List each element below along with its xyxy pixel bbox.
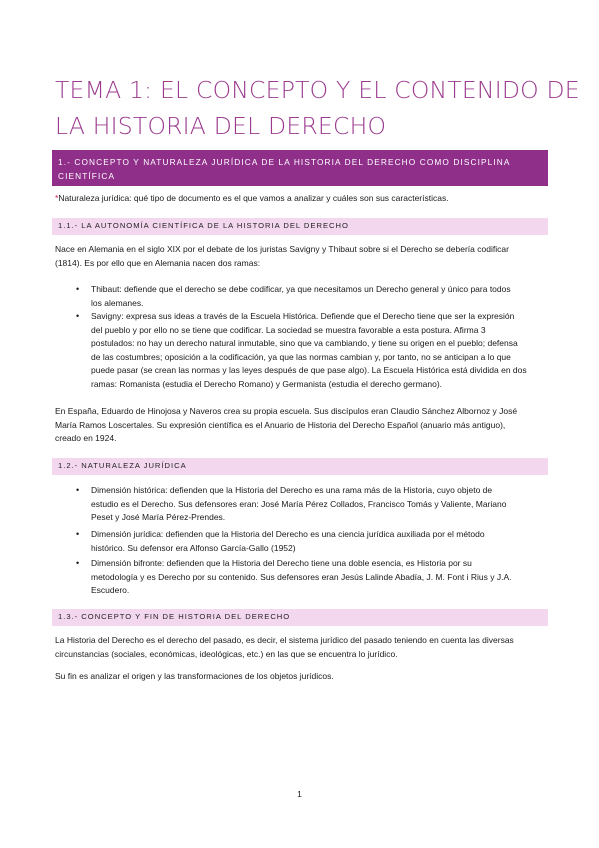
text-line: circunstancias (sociales, económicas, ideológicas, etc.) en las que se encuentra lo jurídico. [55, 648, 398, 659]
page-title [55, 72, 580, 144]
text-line: Peset y José María Pérez-Prendes. [91, 512, 226, 522]
page-number: 1 [297, 789, 302, 799]
text-line: Su fin es analizar el origen y las transformaciones de los objetos jurídicos. [55, 671, 334, 681]
paragraph [55, 243, 547, 270]
bullet-icon: • [76, 529, 80, 539]
paragraph [55, 634, 547, 661]
text-line: metodología y es Derecho por su contenido. Sus defensores eran Jesús Lalinde Abadía, J. M. Font i Rius y J.A. [91, 571, 512, 582]
list-item [91, 528, 549, 555]
text-line: Savigny: expresa sus ideas a través de la Escuela Histórica. Defiende que el Derecho tiene que ser la expresión [91, 311, 515, 321]
text-line: La Historia del Derecho es el derecho del pasado, es decir, el sistema jurídico del pasado teniendo en cuenta las diversas [55, 635, 514, 645]
text-line: Thibaut: defiende que el derecho se debe codificar, ya que necesitamos un Derecho general y único para todos [91, 284, 511, 294]
text-line: En España, Eduardo de Hinojosa y Naveros crea su propia escuela. Sus discípulos eran Claudio Sánchez Albornoz y José [55, 406, 518, 416]
text-line: Dimensión jurídica: defienden que la Historia del Derecho es una ciencia jurídica auxiliada por el método [91, 529, 485, 539]
text-line: ramas: Romanista (estudia el Derecho Romano) y Germanista (estudia el derecho germano). [91, 378, 443, 389]
bullet-icon: • [76, 485, 80, 495]
text-line: Dimensión bifronte: defienden que la Historia del Derecho tiene una doble esencia, es Historia por su [91, 558, 472, 568]
subsection-heading: 1.2.- NATURALEZA JURÍDICA [52, 458, 548, 475]
subsection-heading: 1.3.- CONCEPTO Y FIN DE HISTORIA DEL DERECHO [52, 609, 548, 626]
text-line: histórico. Su defensor era Alfonso García-Gallo (1952) [91, 542, 296, 553]
list-item [91, 283, 549, 310]
section-heading-banner [52, 150, 548, 186]
text-line: del pueblo y por ello no se tiene que codificar. La sociedad se muestra favorable a esta postura. Afirma 3 [91, 324, 486, 335]
section-heading-line: CIENTÍFICA [58, 171, 116, 181]
paragraph [55, 670, 547, 684]
text-line: estudio es el Derecho. Sus defensores eran: José María Pérez Collados, Francisco Tomás y Valiente, Mariano [91, 498, 507, 509]
list-item [91, 484, 549, 525]
text-line: (1814). Es por ello que en Alemania nacen dos ramas: [55, 257, 261, 268]
note-star: * [55, 193, 59, 203]
bullet-icon: • [76, 284, 80, 294]
note-paragraph [55, 192, 547, 206]
paragraph [55, 405, 547, 446]
title-line: LA HISTORIA DEL DERECHO [55, 112, 387, 140]
bullet-icon: • [76, 311, 80, 321]
text-line: María Ramos Loscertales. Su expresión científica es el Anuario de Historia del Derecho Español (anuario más antiguo), [55, 419, 506, 430]
text-line: Nace en Alemania en el siglo XIX por el debate de los juristas Savigny y Thibaut sobre si el Derecho se debería codificar [55, 244, 509, 254]
list-item [91, 310, 549, 391]
text-line: Dimensión histórica: defienden que la Historia del Derecho es una rama más de la Historia, cuyo objeto de [91, 485, 493, 495]
text-line: postulados: no hay un derecho natural inmutable, sino que va cambiando, y tiene su origen en el pueblo; defensa [91, 338, 518, 348]
text-line: Escudero. [91, 585, 130, 595]
text-line: creado en 1924. [55, 433, 117, 443]
text-line: puede pasar (se crean las normas y las leyes después de que pase algo). La Escuela Histórica está dividida en dos [91, 365, 527, 375]
text-line: los alemanes. [91, 297, 144, 308]
text-line: de las costumbres; oposición a la codificación, ya que las normas cambian y, por tanto, no se anticipan a lo que [91, 351, 511, 362]
bullet-icon: • [76, 558, 80, 568]
note-text: Naturaleza jurídica: qué tipo de documento es el que vamos a analizar y cuáles son sus características. [58, 193, 449, 203]
title-line: TEMA 1: EL CONCEPTO Y EL CONTENIDO DE [55, 76, 580, 104]
subsection-heading: 1.1.- LA AUTONOMÍA CIENTÍFICA DE LA HISTORIA DEL DERECHO [52, 218, 548, 235]
list-item [91, 557, 549, 598]
section-heading-line: 1.- CONCEPTO Y NATURALEZA JURÍDICA DE LA HISTORIA DEL DERECHO COMO DISCIPLINA [58, 157, 511, 167]
